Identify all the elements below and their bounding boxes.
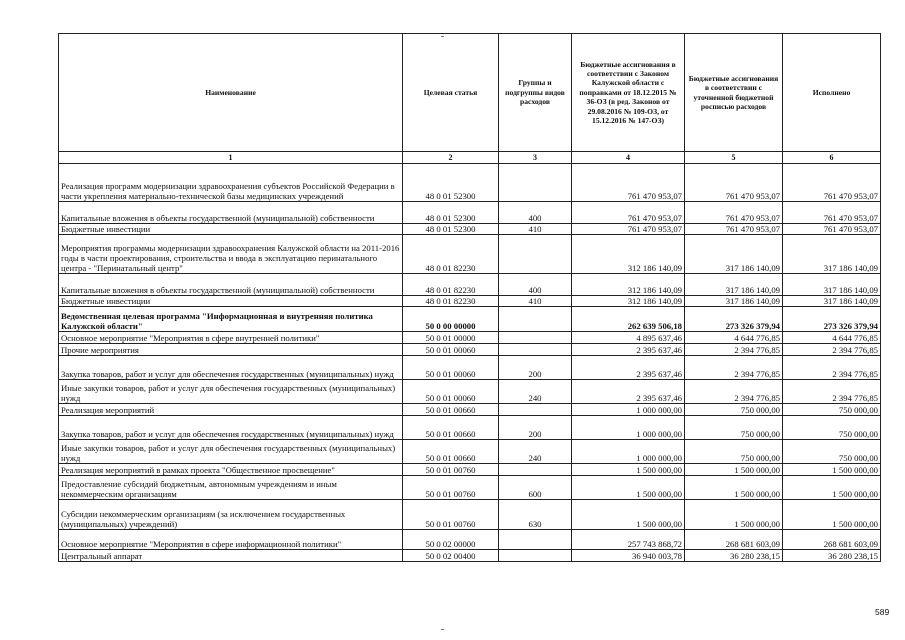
row-budget-law: 1 000 000,00 [572,440,685,464]
row-name: Прочие мероприятия [59,344,403,356]
row-target-code: 50 0 01 00660 [403,416,499,440]
row-budget-adjusted: 4 644 776,85 [685,332,783,344]
row-budget-adjusted: 2 394 776,85 [685,356,783,380]
row-expense-group [499,307,572,332]
column-number: 1 [59,152,403,164]
row-budget-law: 2 395 637,46 [572,344,685,356]
row-name: Ведомственная целевая программа "Информационная и внутренняя политика Калужской области" [59,307,403,332]
row-budget-law: 262 639 506,18 [572,307,685,332]
column-number: 4 [572,152,685,164]
row-budget-adjusted: 317 186 140,09 [685,274,783,296]
header-budget-adjusted: Бюджетные ассигнования в соответствии с уточненной бюджетной росписью расходов [685,34,783,152]
row-target-code: 50 0 01 00000 [403,332,499,344]
row-budget-law: 312 186 140,09 [572,274,685,296]
row-target-code: 50 0 01 00060 [403,380,499,404]
row-executed: 761 470 953,07 [783,202,881,224]
header-executed: Исполнено [783,34,881,152]
row-executed: 750 000,00 [783,416,881,440]
row-budget-adjusted: 2 394 776,85 [685,380,783,404]
row-target-code: 48 0 01 82230 [403,274,499,296]
row-budget-adjusted: 1 500 000,00 [685,476,783,500]
row-target-code: 48 0 01 82230 [403,235,499,274]
row-target-code: 50 0 01 00760 [403,476,499,500]
row-budget-law: 312 186 140,09 [572,235,685,274]
row-budget-law: 761 470 953,07 [572,224,685,235]
row-target-code: 50 0 01 00660 [403,440,499,464]
row-name: Закупка товаров, работ и услуг для обеспечения государственных (муниципальных) нужд [59,416,403,440]
row-expense-group: 410 [499,296,572,307]
table-row [59,476,881,500]
row-expense-group: 240 [499,380,572,404]
row-name: Закупка товаров, работ и услуг для обеспечения государственных (муниципальных) нужд [59,356,403,380]
row-budget-adjusted: 317 186 140,09 [685,235,783,274]
row-target-code: 50 0 01 00760 [403,500,499,530]
row-executed: 750 000,00 [783,404,881,416]
row-budget-adjusted: 761 470 953,07 [685,164,783,202]
row-budget-adjusted: 317 186 140,09 [685,296,783,307]
row-budget-adjusted: 750 000,00 [685,404,783,416]
row-budget-law: 4 895 637,46 [572,332,685,344]
row-expense-group [499,530,572,550]
row-name: Основное мероприятие "Мероприятия в сфере информационной политики" [59,530,403,550]
row-expense-group: 240 [499,440,572,464]
table-row [59,356,881,380]
scan-mark [441,629,444,630]
header-expense-groups: Группы и подгруппы видов расходов [499,34,572,152]
row-executed: 317 186 140,09 [783,235,881,274]
row-executed: 2 394 776,85 [783,356,881,380]
table-row [59,550,881,562]
row-budget-adjusted: 268 681 603,09 [685,530,783,550]
row-budget-adjusted: 2 394 776,85 [685,344,783,356]
row-budget-adjusted: 1 500 000,00 [685,464,783,476]
row-budget-adjusted: 273 326 379,94 [685,307,783,332]
row-budget-law: 761 470 953,07 [572,164,685,202]
row-expense-group [499,404,572,416]
table-row [59,202,881,224]
table-row [59,344,881,356]
row-executed: 761 470 953,07 [783,164,881,202]
row-budget-law: 1 500 000,00 [572,500,685,530]
row-target-code: 48 0 01 52300 [403,164,499,202]
row-target-code: 50 0 01 00760 [403,464,499,476]
table-row [59,380,881,404]
row-expense-group [499,344,572,356]
table-row [59,464,881,476]
row-budget-law: 1 000 000,00 [572,404,685,416]
row-executed: 36 280 238,15 [783,550,881,562]
column-number: 6 [783,152,881,164]
row-budget-adjusted: 761 470 953,07 [685,224,783,235]
row-expense-group [499,164,572,202]
table-row [59,404,881,416]
row-budget-law: 1 000 000,00 [572,416,685,440]
row-name: Мероприятия программы модернизации здравоохранения Калужской области на 2011-2016 годы в части проектирования, строительства и ввода в эксплуатацию перинатального центра - "Перинатальный центр" [59,235,403,274]
table-row [59,500,881,530]
table-row [59,530,881,550]
row-name: Иные закупки товаров, работ и услуг для обеспечения государственных (муниципальных) нужд [59,380,403,404]
row-executed: 317 186 140,09 [783,274,881,296]
row-target-code: 50 0 01 00060 [403,356,499,380]
row-executed: 750 000,00 [783,440,881,464]
column-number-row [59,152,881,164]
table-row [59,332,881,344]
header-budget-law: Бюджетные ассигнования в соответствии с Законом Калужской области с поправками от 18.12.2015 № 36-ОЗ (в ред. Законов от 29.08.2016 № 109-ОЗ, от 15.12.2016 № 147-ОЗ) [572,34,685,152]
row-name: Субсидии некоммерческим организациям (за исключением государственных (муниципальных) учреждений) [59,500,403,530]
row-name: Центральный аппарат [59,550,403,562]
row-expense-group [499,550,572,562]
row-budget-adjusted: 36 280 238,15 [685,550,783,562]
row-budget-adjusted: 750 000,00 [685,440,783,464]
table-row [59,164,881,202]
row-expense-group: 400 [499,202,572,224]
table-row [59,224,881,235]
row-target-code: 48 0 01 52300 [403,224,499,235]
row-name: Реализация мероприятий [59,404,403,416]
row-name: Бюджетные инвестиции [59,224,403,235]
row-budget-law: 257 743 868,72 [572,530,685,550]
header-target-article: Целевая статья [403,34,499,152]
budget-table [58,33,881,562]
row-target-code: 50 0 01 00060 [403,344,499,356]
row-executed: 1 500 000,00 [783,476,881,500]
row-expense-group [499,235,572,274]
row-budget-law: 761 470 953,07 [572,202,685,224]
header-name: Наименование [59,34,403,152]
table-row [59,307,881,332]
row-expense-group: 200 [499,356,572,380]
row-budget-law: 312 186 140,09 [572,296,685,307]
row-expense-group: 400 [499,274,572,296]
row-target-code: 48 0 01 52300 [403,202,499,224]
row-target-code: 50 0 00 00000 [403,307,499,332]
row-budget-adjusted: 761 470 953,07 [685,202,783,224]
row-expense-group: 200 [499,416,572,440]
table-row [59,235,881,274]
row-budget-law: 36 940 003,78 [572,550,685,562]
row-executed: 761 470 953,07 [783,224,881,235]
row-expense-group: 600 [499,476,572,500]
row-target-code: 50 0 01 00660 [403,404,499,416]
row-name: Реализация мероприятий в рамках проекта "Общественное просвещение" [59,464,403,476]
row-name: Капитальные вложения в объекты государственной (муниципальной) собственности [59,274,403,296]
header-row [59,34,881,152]
row-budget-law: 2 395 637,46 [572,380,685,404]
row-name: Предоставление субсидий бюджетным, автономным учреждениям и иным некоммерческим организациям [59,476,403,500]
table-row [59,296,881,307]
row-executed: 1 500 000,00 [783,500,881,530]
row-executed: 1 500 000,00 [783,464,881,476]
row-executed: 2 394 776,85 [783,344,881,356]
row-budget-adjusted: 750 000,00 [685,416,783,440]
row-executed: 317 186 140,09 [783,296,881,307]
row-budget-adjusted: 1 500 000,00 [685,500,783,530]
column-number: 2 [403,152,499,164]
row-name: Бюджетные инвестиции [59,296,403,307]
row-target-code: 50 0 02 00400 [403,550,499,562]
page-number: 589 [875,607,890,617]
table-row [59,440,881,464]
column-number: 5 [685,152,783,164]
column-number: 3 [499,152,572,164]
row-name: Иные закупки товаров, работ и услуг для обеспечения государственных (муниципальных) нужд [59,440,403,464]
row-target-code: 50 0 02 00000 [403,530,499,550]
row-executed: 273 326 379,94 [783,307,881,332]
row-name: Капитальные вложения в объекты государственной (муниципальной) собственности [59,202,403,224]
row-expense-group: 410 [499,224,572,235]
table-row [59,416,881,440]
row-executed: 268 681 603,09 [783,530,881,550]
row-expense-group [499,332,572,344]
row-budget-law: 1 500 000,00 [572,464,685,476]
row-budget-law: 2 395 637,46 [572,356,685,380]
row-executed: 2 394 776,85 [783,380,881,404]
row-expense-group: 630 [499,500,572,530]
row-target-code: 48 0 01 82230 [403,296,499,307]
row-executed: 4 644 776,85 [783,332,881,344]
row-expense-group [499,464,572,476]
row-name: Реализация программ модернизации здравоохранения субъектов Российской Федерации в части укрепления материально-технической базы медицинских учреждений [59,164,403,202]
row-budget-law: 1 500 000,00 [572,476,685,500]
row-name: Основное мероприятие "Мероприятия в сфере внутренней политики" [59,332,403,344]
table-row [59,274,881,296]
scan-mark [441,36,444,37]
